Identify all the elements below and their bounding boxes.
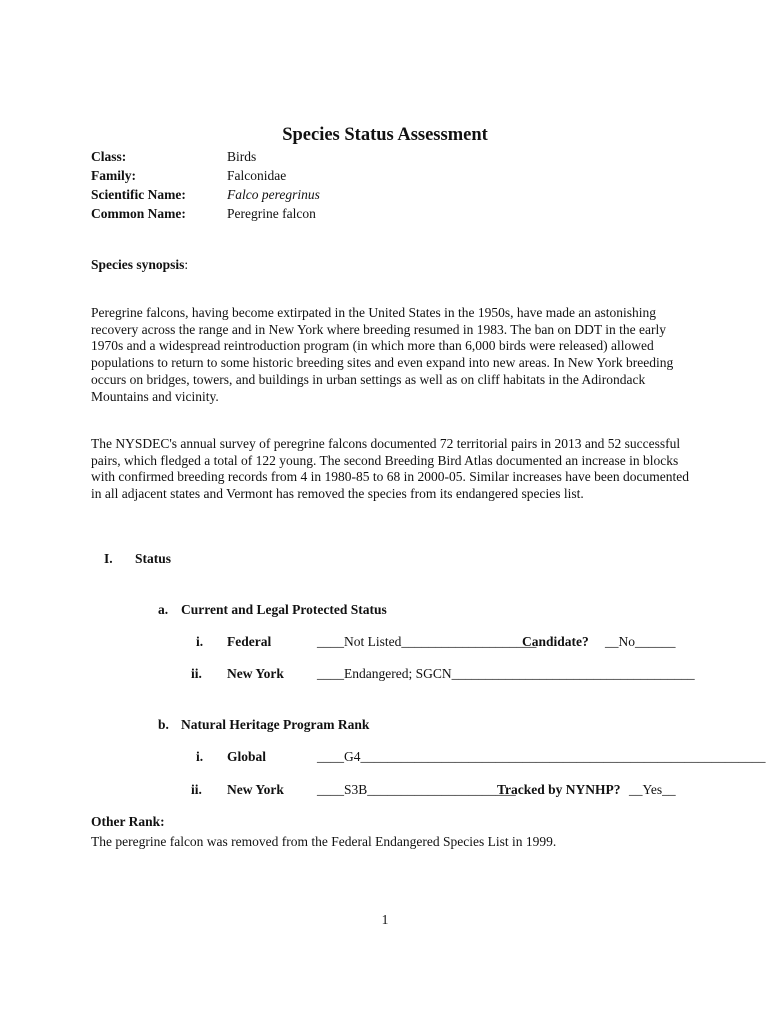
common-name-label: Common Name: (91, 206, 186, 221)
common-name-value: Peregrine falcon (227, 206, 316, 221)
federal-label: Federal (227, 634, 272, 649)
federal-numeral: i. (196, 634, 204, 649)
tracked-by-nynhp-value: __Yes__ (629, 782, 676, 797)
subsection-b-title: Natural Heritage Program Rank (181, 717, 370, 732)
global-rank-label: Global (227, 749, 267, 764)
class-value: Birds (227, 149, 257, 164)
synopsis-colon: : (184, 257, 189, 272)
page-title: Species Status Assessment (282, 125, 488, 145)
ny-rank-label: New York (227, 782, 284, 797)
candidate-label: Candidate? (522, 634, 589, 649)
ny-rank-numeral: ii. (191, 782, 202, 797)
synopsis-heading-text: Species synopsis (91, 257, 185, 272)
global-rank-value: ____G4____________________________________________________________ (317, 749, 766, 764)
section-1-title: Status (135, 551, 172, 566)
ny-rank-value: ____S3B______________________ (317, 782, 516, 797)
candidate-value: __No______ (605, 634, 676, 649)
family-value: Falconidae (227, 168, 287, 183)
other-rank-text: The peregrine falcon was removed from the Federal Endangered Species List in 1999. (91, 834, 557, 849)
synopsis-paragraph-1: Peregrine falcons, having become extirpated in the United States in the 1950s, have made an astonishing recovery across the range and in New York where breeding resumed in 1983. The ban on DDT in the early 1970s and a widespread reintroduction program (in which more than 6,000 birds were released) allowed populations to return to some historic breeding sites and even expand into new areas. In New York breeding occurs on bridges, towers, and buildings in urban settings as well as on cliff habitats in the Adirondack Mountains and vicinity. (91, 305, 674, 404)
subsection-a-letter: a. (158, 602, 169, 617)
ny-status-label: New York (227, 666, 284, 681)
ny-status-numeral: ii. (191, 666, 202, 681)
page-number: 1 (381, 912, 389, 927)
global-rank-numeral: i. (196, 749, 204, 764)
synopsis-paragraph-2: The NYSDEC's annual survey of peregrine falcons documented 72 territorial pairs in 2013 and 52 successful pairs, which fledged a total of 122 young. The second Breeding Bird Atlas documented an increase in blocks with confirmed breeding records from 4 in 1980-85 to 68 in 2000-05. Similar increases have been documented in all adjacent states and Vermont has removed the species from its endangered species list. (91, 436, 689, 502)
section-1-numeral: I. (104, 551, 113, 566)
scientific-name-label: Scientific Name: (91, 187, 186, 202)
tracked-by-nynhp-label: Tracked by NYNHP? (497, 782, 621, 797)
scientific-name-value: Falco peregrinus (227, 187, 320, 202)
other-rank-heading: Other Rank: (91, 814, 165, 829)
family-label: Family: (91, 168, 136, 183)
ny-status-value: ____Endangered; SGCN____________________________________ (317, 666, 695, 681)
subsection-b-letter: b. (158, 717, 169, 732)
class-label: Class: (91, 149, 127, 164)
subsection-a-title: Current and Legal Protected Status (181, 602, 387, 617)
federal-status-value: ____Not Listed____________________ (317, 634, 537, 649)
synopsis-heading (91, 257, 188, 273)
